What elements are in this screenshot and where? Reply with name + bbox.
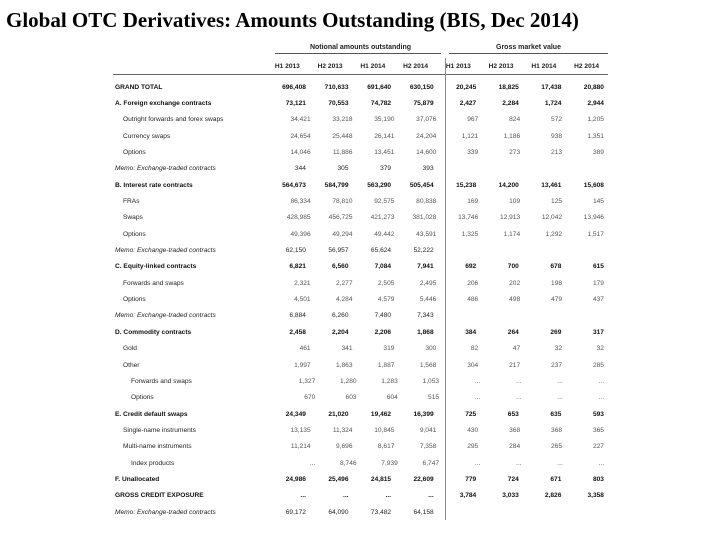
row-label: E. Credit default swaps: [115, 410, 188, 418]
row-label: Swaps: [123, 214, 143, 222]
cell-value: 1,325: [461, 230, 479, 238]
row-label: Options: [123, 296, 146, 304]
cell-value: 1,327: [298, 377, 316, 385]
row-label: B. Interest rate contracts: [115, 181, 193, 189]
cell-value: ...: [516, 377, 522, 385]
cell-value: 73,121: [285, 100, 306, 108]
cell-value: 206: [467, 279, 479, 287]
table-row: [113, 488, 608, 504]
row-label: Memo: Exchange-traded contracts: [115, 247, 216, 255]
cell-value: ...: [474, 377, 481, 385]
cell-value: 1,283: [381, 377, 398, 385]
cell-value: 25,448: [332, 132, 353, 140]
cell-value: 12,913: [499, 214, 521, 222]
cell-value: 1,280: [340, 377, 357, 385]
row-label: D. Commodity contracts: [115, 328, 192, 336]
cell-value: 593: [592, 410, 604, 418]
cell-value: 25,496: [328, 475, 349, 483]
cell-value: 14,200: [498, 181, 519, 189]
cell-value: 12,042: [541, 214, 563, 222]
cell-value: 49,294: [332, 230, 353, 238]
cell-value: 20,245: [456, 83, 477, 91]
row-label: Options: [123, 149, 146, 157]
cell-value: 11,324: [332, 426, 353, 434]
cell-value: 17,438: [541, 83, 562, 91]
cell-value: 75,879: [413, 100, 434, 108]
row-label: Single-name instruments: [123, 426, 196, 434]
cell-value: 2,206: [374, 328, 392, 336]
cell-value: 16,399: [413, 410, 434, 418]
col-header: H2 2013: [488, 62, 514, 70]
col-header: H2 2014: [574, 62, 600, 70]
row-label: Gold: [123, 345, 137, 353]
cell-value: 1,351: [587, 132, 604, 140]
table-row: [113, 128, 608, 144]
table-row: [113, 79, 608, 95]
cell-value: 437: [592, 296, 604, 304]
cell-value: 824: [509, 116, 521, 124]
cell-value: 1,517: [587, 230, 604, 238]
cell-value: 49,442: [374, 230, 395, 238]
cell-value: 269: [550, 328, 562, 336]
cell-value: 6,560: [331, 263, 349, 271]
cell-value: 9,696: [336, 443, 353, 451]
table-row: [113, 112, 608, 128]
slide-title: Global OTC Derivatives: Amounts Outstanding (BIS, Dec 2014): [6, 8, 579, 32]
cell-value: 179: [592, 279, 604, 287]
col-header: H1 2013: [445, 62, 471, 70]
col-header: H2 2013: [317, 62, 343, 70]
cell-value: 563,290: [367, 181, 392, 189]
cell-value: 6,821: [289, 263, 306, 271]
cell-value: 13,746: [458, 214, 479, 222]
cell-value: 9,041: [419, 426, 437, 434]
col-header: H1 2014: [531, 62, 557, 70]
cell-value: 26,141: [374, 132, 395, 140]
cell-value: 4,284: [336, 296, 353, 304]
cell-value: 295: [467, 443, 479, 451]
cell-value: 145: [592, 198, 604, 206]
group-market-value-label: Gross market value: [496, 44, 561, 51]
cell-value: 32: [596, 345, 604, 353]
cell-value: 1,997: [294, 361, 311, 369]
table-body: [113, 79, 608, 520]
cell-value: ...: [516, 459, 522, 467]
cell-value: 217: [509, 361, 521, 369]
table-row: [113, 275, 608, 291]
cell-value: 198: [551, 279, 563, 287]
cell-value: 967: [467, 116, 479, 124]
table-row: [113, 210, 608, 226]
cell-value: 18,825: [498, 83, 519, 91]
cell-value: 15,238: [456, 181, 477, 189]
cell-value: 564,673: [282, 181, 306, 189]
cell-value: 3,033: [502, 492, 519, 500]
cell-value: 56,957: [328, 247, 349, 255]
table-row: [113, 341, 608, 357]
cell-value: 710,633: [324, 83, 349, 91]
cell-value: 1,121: [461, 132, 479, 140]
cell-value: 1,174: [503, 230, 521, 238]
cell-value: 227: [592, 443, 604, 451]
cell-value: ...: [474, 394, 481, 402]
cell-value: 49,396: [290, 230, 311, 238]
cell-value: 32: [554, 345, 563, 353]
cell-value: 69,172: [285, 508, 306, 516]
cell-value: 2,944: [587, 100, 604, 108]
cell-value: 7,084: [374, 263, 392, 271]
cell-value: 1,887: [377, 361, 395, 369]
cell-value: 8,746: [340, 459, 357, 467]
cell-value: 724: [507, 475, 519, 483]
cell-value: 505,454: [409, 181, 434, 189]
cell-value: ...: [557, 377, 563, 385]
cell-value: 368: [551, 426, 563, 434]
cell-value: 35,190: [374, 116, 395, 124]
cell-value: 24,204: [416, 132, 437, 140]
cell-value: 700: [507, 263, 519, 271]
cell-value: 2,826: [544, 492, 562, 500]
col-header: H2 2014: [403, 62, 429, 70]
cell-value: 24,815: [370, 475, 392, 483]
cell-value: 421,273: [370, 214, 395, 222]
table-row: [113, 471, 608, 487]
cell-value: 317: [592, 328, 604, 336]
cell-value: 22,609: [413, 475, 434, 483]
cell-value: ...: [343, 492, 349, 500]
cell-value: 11,214: [290, 443, 311, 451]
cell-value: 428,985: [286, 214, 311, 222]
cell-value: 572: [551, 116, 563, 124]
cell-value: 630,150: [409, 83, 434, 91]
cell-value: 2,204: [331, 328, 349, 336]
table-row: [113, 373, 608, 389]
cell-value: 461: [299, 345, 311, 353]
cell-value: 498: [509, 296, 521, 304]
cell-value: 14,600: [416, 149, 437, 157]
cell-value: 62,150: [285, 247, 306, 255]
row-label: Outright forwards and forex swaps: [123, 116, 224, 124]
cell-value: 344: [294, 165, 306, 173]
row-label: Memo: Exchange-traded contracts: [115, 312, 216, 320]
cell-value: 70,553: [328, 100, 349, 108]
cell-value: 1,863: [336, 361, 353, 369]
cell-value: ...: [474, 459, 481, 467]
cell-value: 1,205: [587, 116, 604, 124]
cell-value: 20,880: [583, 83, 604, 91]
cell-value: 109: [509, 198, 521, 206]
cell-value: 7,358: [419, 443, 437, 451]
table-row: [113, 193, 608, 209]
cell-value: 2,427: [459, 100, 477, 108]
cell-value: 486: [467, 296, 479, 304]
cell-value: 319: [383, 345, 395, 353]
cell-value: 456,725: [328, 214, 353, 222]
table-row: [113, 95, 608, 111]
cell-value: 10,845: [374, 426, 395, 434]
cell-value: 678: [550, 263, 562, 271]
cell-value: ...: [428, 492, 434, 500]
cell-value: 779: [465, 475, 477, 483]
table-row: [113, 144, 608, 160]
cell-value: ...: [598, 459, 605, 467]
table-row: [113, 390, 608, 406]
cell-value: 2,277: [336, 279, 353, 287]
cell-value: 24,986: [285, 475, 306, 483]
cell-value: 65,624: [370, 247, 392, 255]
table-row: [113, 439, 608, 455]
cell-value: 64,090: [328, 508, 349, 516]
group-divider: [445, 58, 446, 520]
cell-value: 34,421: [290, 116, 311, 124]
cell-value: 13,461: [541, 181, 562, 189]
cell-value: 2,505: [377, 279, 395, 287]
row-label: GROSS CREDIT EXPOSURE: [115, 492, 204, 500]
cell-value: 604: [386, 394, 398, 402]
cell-value: ...: [598, 394, 605, 402]
cell-value: ...: [516, 394, 522, 402]
cell-value: 169: [467, 198, 479, 206]
table-row: [113, 324, 608, 340]
table-row: [113, 226, 608, 242]
group-market-value-rule: [449, 53, 608, 54]
group-notional-label: Notional amounts outstanding: [309, 44, 412, 51]
cell-value: 379: [380, 165, 392, 173]
cell-value: 615: [592, 263, 604, 271]
row-label: Multi-name instruments: [123, 443, 192, 451]
row-label: Other: [123, 361, 140, 369]
derivatives-table: [113, 40, 608, 520]
cell-value: 1,186: [503, 132, 521, 140]
cell-value: 1,868: [417, 328, 434, 336]
cell-value: 80,838: [416, 198, 437, 206]
cell-value: 692: [465, 263, 477, 271]
cell-value: 43,591: [416, 230, 437, 238]
cell-value: 92,575: [374, 198, 395, 206]
cell-value: 24,654: [290, 132, 311, 140]
cell-value: 285: [592, 361, 604, 369]
cell-value: 2,284: [502, 100, 519, 108]
cell-value: 7,939: [381, 459, 398, 467]
cell-value: 265: [551, 443, 563, 451]
cell-value: 603: [345, 394, 357, 402]
cell-value: ...: [557, 394, 563, 402]
cell-value: 4,579: [377, 296, 395, 304]
row-label: GRAND TOTAL: [115, 83, 163, 91]
cell-value: 515: [428, 394, 440, 402]
cell-value: 33,218: [332, 116, 353, 124]
row-label: FRAs: [123, 198, 140, 206]
table-row: [113, 406, 608, 422]
cell-value: 11,886: [332, 149, 353, 157]
cell-value: 671: [550, 475, 562, 483]
cell-value: 3,784: [459, 492, 477, 500]
cell-value: 13,135: [290, 426, 311, 434]
column-header-row: [113, 58, 608, 75]
cell-value: 82: [470, 345, 479, 353]
table-row: [113, 422, 608, 438]
cell-value: 7,941: [417, 263, 434, 271]
cell-value: 381,028: [412, 214, 437, 222]
cell-value: 3,358: [587, 492, 604, 500]
cell-value: 2,458: [289, 328, 306, 336]
cell-value: 21,020: [328, 410, 349, 418]
cell-value: 368: [509, 426, 521, 434]
cell-value: 1,724: [544, 100, 562, 108]
table-row: [113, 357, 608, 373]
cell-value: 938: [551, 132, 563, 140]
cell-value: 304: [467, 361, 479, 369]
table-row: [113, 308, 608, 324]
cell-value: 635: [550, 410, 562, 418]
cell-value: 1,053: [422, 377, 440, 385]
cell-value: 202: [509, 279, 521, 287]
row-label: Forwards and swaps: [123, 279, 184, 287]
cell-value: 13,946: [583, 214, 604, 222]
cell-value: 37,076: [416, 116, 437, 124]
cell-value: ...: [309, 459, 316, 467]
cell-value: 64,158: [413, 508, 434, 516]
cell-value: 73,482: [370, 508, 392, 516]
cell-value: 384: [465, 328, 477, 336]
cell-value: 213: [551, 149, 563, 157]
cell-value: 15,608: [583, 181, 604, 189]
cell-value: ...: [598, 377, 605, 385]
cell-value: 6,747: [422, 459, 440, 467]
cell-value: 305: [337, 165, 349, 173]
table-row: [113, 177, 608, 193]
cell-value: 653: [507, 410, 519, 418]
table-row: [113, 291, 608, 307]
cell-value: 7,343: [417, 312, 434, 320]
cell-value: 52,222: [413, 247, 434, 255]
cell-value: 13,451: [374, 149, 395, 157]
cell-value: 300: [425, 345, 437, 353]
row-label: Index products: [131, 459, 175, 467]
cell-value: 19,462: [370, 410, 392, 418]
cell-value: 430: [467, 426, 479, 434]
col-header: H1 2014: [360, 62, 386, 70]
cell-value: 284: [509, 443, 521, 451]
row-label: Forwards and swaps: [131, 377, 192, 385]
cell-value: 365: [592, 426, 604, 434]
cell-value: 341: [341, 345, 353, 353]
table-row: [113, 242, 608, 258]
cell-value: 479: [551, 296, 563, 304]
cell-value: 696,408: [282, 83, 306, 91]
row-label: A. Foreign exchange contracts: [115, 100, 212, 108]
cell-value: ...: [385, 492, 392, 500]
row-label: Memo: Exchange-traded contracts: [115, 508, 216, 516]
row-label: Currency swaps: [123, 132, 171, 140]
col-header: H1 2013: [274, 62, 300, 70]
cell-value: 5,446: [419, 296, 437, 304]
cell-value: ...: [300, 492, 306, 500]
cell-value: 393: [422, 165, 434, 173]
row-label: Memo: Exchange-traded contracts: [115, 165, 216, 173]
cell-value: 125: [551, 198, 563, 206]
cell-value: 7,480: [374, 312, 392, 320]
cell-value: 691,640: [367, 83, 392, 91]
cell-value: 1,568: [419, 361, 437, 369]
cell-value: 8,617: [377, 443, 395, 451]
cell-value: 339: [467, 149, 479, 157]
cell-value: 2,321: [294, 279, 311, 287]
cell-value: 584,799: [324, 181, 349, 189]
cell-value: 4,501: [294, 296, 311, 304]
cell-value: 725: [465, 410, 477, 418]
row-label: Options: [123, 230, 146, 238]
row-label: Options: [131, 394, 154, 402]
cell-value: 670: [304, 394, 316, 402]
cell-value: 74,782: [370, 100, 392, 108]
cell-value: 6,260: [331, 312, 349, 320]
cell-value: 2,495: [419, 279, 437, 287]
cell-value: 86,334: [290, 198, 311, 206]
cell-value: 389: [592, 149, 604, 157]
cell-value: 14,046: [290, 149, 311, 157]
cell-value: 264: [507, 328, 519, 336]
cell-value: 803: [592, 475, 604, 483]
cell-value: 237: [551, 361, 563, 369]
table-row: [113, 259, 608, 275]
cell-value: 78,810: [332, 198, 353, 206]
table-row: [113, 455, 608, 471]
table-row: [113, 161, 608, 177]
group-notional-rule: [275, 53, 441, 54]
column-group-header: [113, 40, 608, 58]
row-label: C. Equity-linked contracts: [115, 263, 197, 271]
cell-value: ...: [557, 459, 563, 467]
cell-value: 24,349: [285, 410, 306, 418]
cell-value: 1,292: [545, 230, 563, 238]
cell-value: 6,884: [289, 312, 306, 320]
cell-value: 273: [509, 149, 521, 157]
table-row: [113, 504, 608, 520]
cell-value: 47: [512, 345, 521, 353]
row-label: F. Unallocated: [115, 475, 160, 483]
